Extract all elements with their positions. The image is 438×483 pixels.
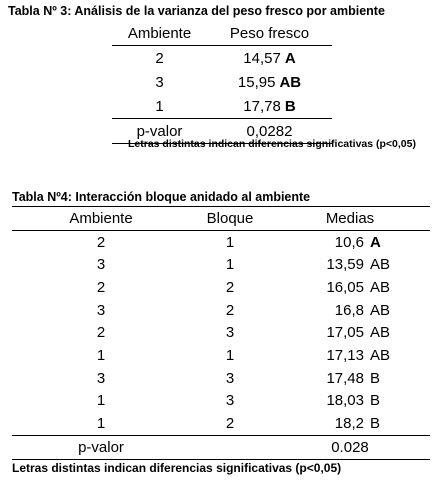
table4-row: [12, 390, 430, 413]
table4-header-medias: Medias: [325, 209, 375, 227]
table4-header-bloque: Bloque: [206, 209, 254, 227]
table3-cell-peso: [207, 74, 332, 91]
table4-cell-ambiente: 3: [96, 301, 106, 319]
table3-peso-value: 14,57: [243, 49, 281, 67]
table4-pvalue-label: p-valor: [78, 438, 124, 456]
table3-row: [112, 46, 332, 70]
table4-cell-bloque: 3: [225, 392, 235, 410]
table4-media-value: 17,13: [326, 346, 364, 364]
table4-row: [12, 344, 430, 367]
table4-bottom-rule: [12, 459, 430, 460]
table4-cell-media: [270, 302, 430, 319]
table4-row: [12, 231, 430, 254]
table3-cell-ambiente: 1: [155, 97, 164, 115]
table4-cell-bloque: 2: [225, 301, 235, 319]
table4-media-value: 13,59: [326, 256, 364, 274]
table3-peso-letter: A: [284, 49, 296, 67]
table4-cell-bloque: 2: [225, 415, 235, 433]
table4-media-letter: A: [370, 233, 381, 251]
table3-cell-ambiente: 3: [155, 73, 164, 91]
table4-note: Letras distintas indican diferencias significativas (p<0,05): [12, 461, 342, 475]
table4-media-letter: AB: [370, 324, 391, 342]
table4-cell-ambiente: 1: [96, 392, 106, 410]
table4-cell-media: [270, 234, 430, 251]
table4-media-letter: B: [370, 369, 381, 387]
table4-media-value: 10,6: [334, 233, 364, 251]
table4-media-value: 17,48: [326, 369, 364, 387]
table4-cell-ambiente: 3: [96, 369, 106, 387]
table4-cell-bloque: 1: [225, 256, 235, 274]
table3-peso-value: 15,95: [237, 73, 276, 91]
table3-row: [112, 70, 332, 94]
table4-media-letter: AB: [370, 278, 391, 296]
table4-media-letter: B: [370, 415, 381, 433]
table4-row: [12, 412, 430, 435]
table4-header-row: [12, 207, 430, 230]
table3-peso-letter: B: [284, 97, 296, 115]
table3-cell-peso: [207, 98, 332, 115]
table4-cell-bloque: 1: [225, 346, 235, 364]
table4-row: [12, 367, 430, 390]
table4-cell-bloque: 1: [225, 233, 235, 251]
table4-media-value: 16,05: [326, 278, 364, 296]
table4-cell-ambiente: 1: [96, 415, 106, 433]
table4-cell-bloque: 3: [225, 369, 235, 387]
table4: [12, 206, 430, 460]
table3-header-peso: Peso fresco: [229, 24, 310, 42]
table3-peso-letter: AB: [279, 73, 302, 91]
table4-media-value: 16,8: [334, 301, 364, 319]
table4-media-value: 18,2: [334, 415, 364, 433]
table4-cell-ambiente: 1: [96, 346, 106, 364]
table4-cell-media: [270, 279, 430, 296]
table4-pvalue-row: [12, 436, 430, 459]
table4-header-ambiente: Ambiente: [69, 209, 133, 227]
table4-cell-media: [270, 392, 430, 409]
table4-title: Tabla Nº4: Interacción bloque anidado al ambiente: [12, 190, 311, 204]
table4-row: [12, 299, 430, 322]
table4-media-letter: B: [370, 392, 381, 410]
table3-title: Tabla Nº 3: Análisis de la varianza del peso fresco por ambiente: [8, 4, 385, 18]
table4-cell-ambiente: 2: [96, 278, 106, 296]
table3-body: [112, 46, 332, 118]
table4-media-value: 18,03: [326, 392, 364, 410]
table4-media-letter: AB: [370, 346, 391, 364]
table4-cell-media: [270, 370, 430, 387]
table4-cell-media: [270, 256, 430, 273]
table4-body: [12, 231, 430, 435]
table4-media-value: 17,05: [326, 324, 364, 342]
table4-cell-bloque: 3: [225, 324, 235, 342]
table3-cell-peso: [207, 50, 332, 67]
table3-header-row: [112, 21, 332, 45]
table4-cell-bloque: 2: [225, 278, 235, 296]
table3-row: [112, 94, 332, 118]
table4-cell-ambiente: 2: [96, 233, 106, 251]
table4-cell-media: [270, 347, 430, 364]
table3-cell-ambiente: 2: [155, 49, 164, 67]
table3-pvalue-label: p-valor: [136, 122, 183, 140]
table4-cell-ambiente: 3: [96, 256, 106, 274]
table3-peso-value: 17,78: [243, 97, 281, 115]
table3-header-ambiente: Ambiente: [127, 24, 192, 42]
table4-row: [12, 253, 430, 276]
table4-row: [12, 276, 430, 299]
table4-cell-ambiente: 2: [96, 324, 106, 342]
table4-row: [12, 321, 430, 344]
table4-media-letter: AB: [370, 256, 391, 274]
table4-pvalue: 0.028: [331, 438, 369, 456]
table3: [112, 21, 332, 144]
table3-pvalue: 0,0282: [246, 122, 293, 140]
table4-media-letter: AB: [370, 301, 391, 319]
table4-cell-media: [270, 415, 430, 432]
table4-cell-media: [270, 324, 430, 341]
table3-note: Letras distintas indican diferencias significativas (p<0,05): [128, 138, 416, 150]
